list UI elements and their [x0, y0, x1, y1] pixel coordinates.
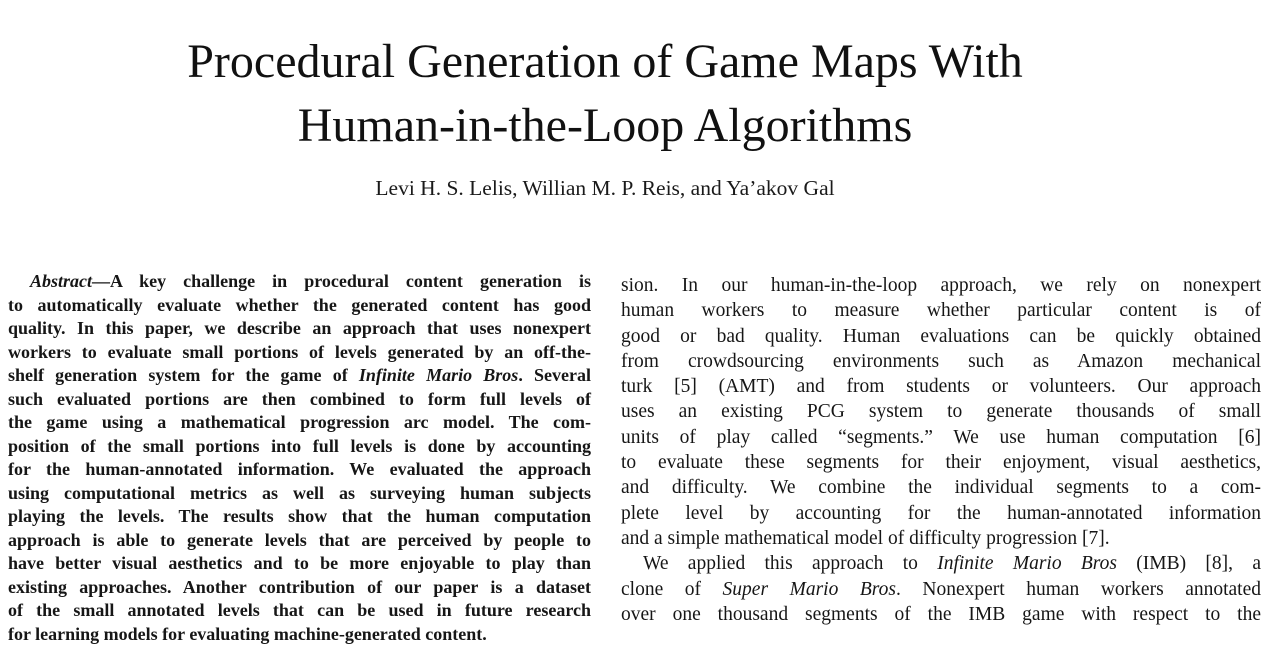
abstract-line: using computational metrics as well as surveying human subjects: [8, 482, 591, 503]
title-line-1: Procedural Generation of Game Maps With: [187, 35, 1023, 88]
abstract-line: for the human-annotated information. We evaluated the approach: [8, 459, 591, 479]
abstract-line: position of the small portions into full levels is done by accounting: [8, 435, 591, 456]
title-line-2: Human-in-the-Loop Algorithms: [297, 99, 913, 152]
author-list: Levi H. S. Lelis, Willian M. P. Reis, and Ya’akov Gal: [375, 176, 835, 200]
body-line: human workers to measure whether particular content is of: [621, 300, 1261, 322]
body-text-column: [621, 273, 1261, 627]
body-line: uses an existing PCG system to generate thousands of small: [621, 401, 1261, 423]
body-line: units of play called “segments.” We use human computation [6]: [621, 426, 1261, 448]
abstract-line: Abstract—A key challenge in procedural content generation is: [30, 271, 591, 291]
body-line: and difficulty. We combine the individual segments to a com-: [621, 477, 1261, 499]
body-line: sion. In our human-in-the-loop approach, we rely on nonexpert: [621, 275, 1261, 296]
abstract-line: of the small annotated levels that can be used in future research: [8, 600, 591, 620]
abstract-line: have better visual aesthetics and to be more enjoyable to play than: [8, 553, 591, 573]
body-line: plete level by accounting for the human-annotated information: [621, 502, 1261, 524]
body-line: from crowdsourcing environments such as Amazon mechanical: [621, 350, 1261, 372]
abstract-line: workers to evaluate small portions of levels generated by an off-the-: [8, 341, 591, 362]
body-line: We applied this approach to Infinite Mario Bros (IMB) [8], a: [643, 553, 1261, 575]
abstract-line: to automatically evaluate whether the generated content has good: [8, 294, 591, 315]
body-line: over one thousand segments of the IMB game with respect to the: [621, 603, 1261, 625]
abstract-line: playing the levels. The results show that the human computation: [8, 506, 591, 526]
body-line: turk [5] (AMT) and from students or volunteers. Our approach: [621, 376, 1261, 398]
abstract-line: shelf generation system for the game of Infinite Mario Bros. Several: [8, 365, 591, 385]
paper-title: [0, 30, 1210, 158]
body-line: and a simple mathematical model of difficulty progression [7].: [621, 527, 1110, 549]
body-line: clone of Super Mario Bros. Nonexpert human workers annotated: [621, 578, 1261, 600]
abstract-label: Abstract: [30, 271, 93, 291]
abstract-line: approach is able to generate levels that are perceived by people to: [8, 529, 591, 550]
abstract-line: quality. In this paper, we describe an approach that uses nonexpert: [8, 318, 591, 338]
abstract-line: the game using a mathematical progression arc model. The com-: [8, 412, 591, 432]
body-line: good or bad quality. Human evaluations can be quickly obtained: [621, 325, 1261, 347]
abstract-line: for learning models for evaluating machine-generated content.: [8, 623, 487, 644]
body-line: to evaluate these segments for their enjoyment, visual aesthetics,: [621, 452, 1261, 474]
abstract-line: existing approaches. Another contribution of our paper is a dataset: [8, 576, 591, 597]
abstract: [8, 270, 591, 646]
abstract-line: such evaluated portions are then combined to form full levels of: [8, 388, 591, 409]
